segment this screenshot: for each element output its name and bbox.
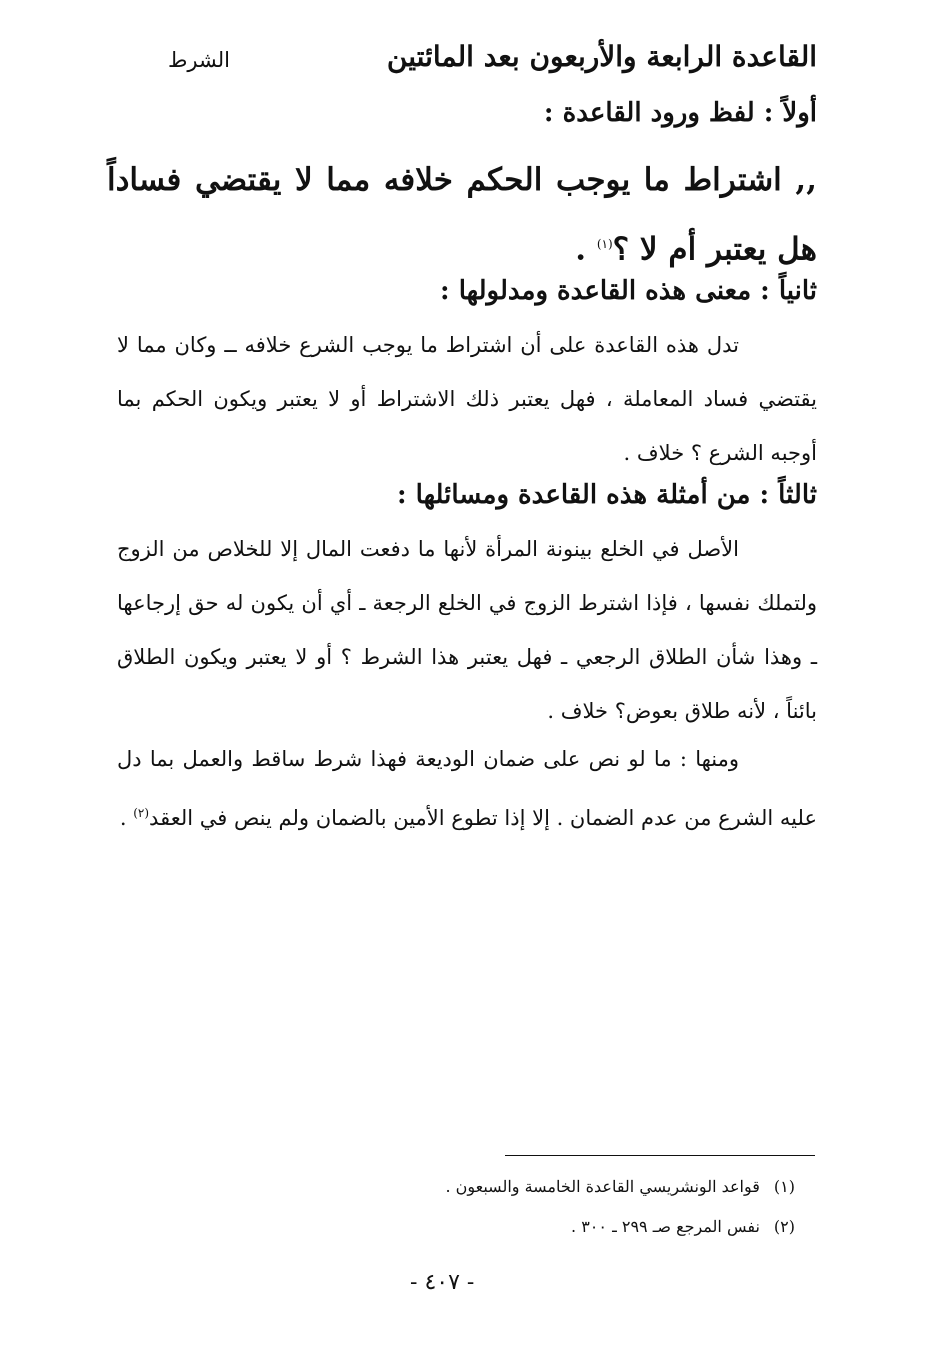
footnote-1 <box>445 1177 795 1196</box>
example-paragraph-2-text: ومنها : ما لو نص على ضمان الوديعة فهذا شرط ساقط والعمل بما دل عليه الشرع من عدم الضمان . إلا إذا تطوع الأمين بالضمان ولم ينص في العقد <box>117 747 817 830</box>
running-topic: الشرط <box>168 48 230 72</box>
footnote-reference-1: (١) <box>596 237 613 251</box>
rule-statement-text: ,, اشتراط ما يوجب الحكم خلافه مما لا يقتضي فساداً هل يعتبر أم لا ؟ <box>107 162 817 268</box>
footnote-divider <box>505 1155 815 1156</box>
section-heading-second: ثانياً : معنى هذه القاعدة ومدلولها : <box>440 276 817 306</box>
example-paragraph-2-end: . <box>119 806 134 830</box>
section-heading-third: ثالثاً : من أمثلة هذه القاعدة ومسائلها : <box>397 480 817 510</box>
meaning-paragraph: تدل هذه القاعدة على أن اشتراط ما يوجب الشرع خلافه ــ وكان مما لا يقتضي فساد المعاملة ، فهل يعتبر ذلك الاشتراط أو لا يعتبر ويكون الحكم بما أوجبه الشرع ؟ خلاف . <box>117 333 817 465</box>
running-title: القاعدة الرابعة والأربعون بعد المائتين <box>386 40 817 73</box>
example-paragraph-2 <box>117 732 817 845</box>
example-paragraph-1: الأصل في الخلع بينونة المرأة لأنها ما دفعت المال إلا للخلاص من الزوج ولتملك نفسها ، فإذا اشترط الزوج في الخلع الرجعة ـ أي أن يكون له حق إرجاعها ـ وهذا شأن الطلاق الرجعي ـ فهل يعتبر هذا الشرط ؟ أو لا يعتبر ويكون الطلاق بائناً ، لأنه طلاق بعوض؟ خلاف . <box>117 537 817 723</box>
footnote-number: (١) <box>773 1177 795 1196</box>
page-number: - ٤٠٧ - <box>410 1270 475 1295</box>
rule-statement <box>107 148 817 281</box>
footnote-2 <box>571 1217 795 1236</box>
section-heading-first: أولاً : لفظ ورود القاعدة : <box>543 98 817 128</box>
footnote-number: (٢) <box>773 1217 795 1236</box>
rule-statement-end: . <box>575 231 597 268</box>
footnote-text: قواعد الونشريسي القاعدة الخامسة والسبعون . <box>445 1177 760 1196</box>
footnote-text: نفس المرجع صـ ٢٩٩ ـ ٣٠٠ . <box>571 1217 760 1236</box>
footnote-reference-2: (٢) <box>133 806 150 820</box>
